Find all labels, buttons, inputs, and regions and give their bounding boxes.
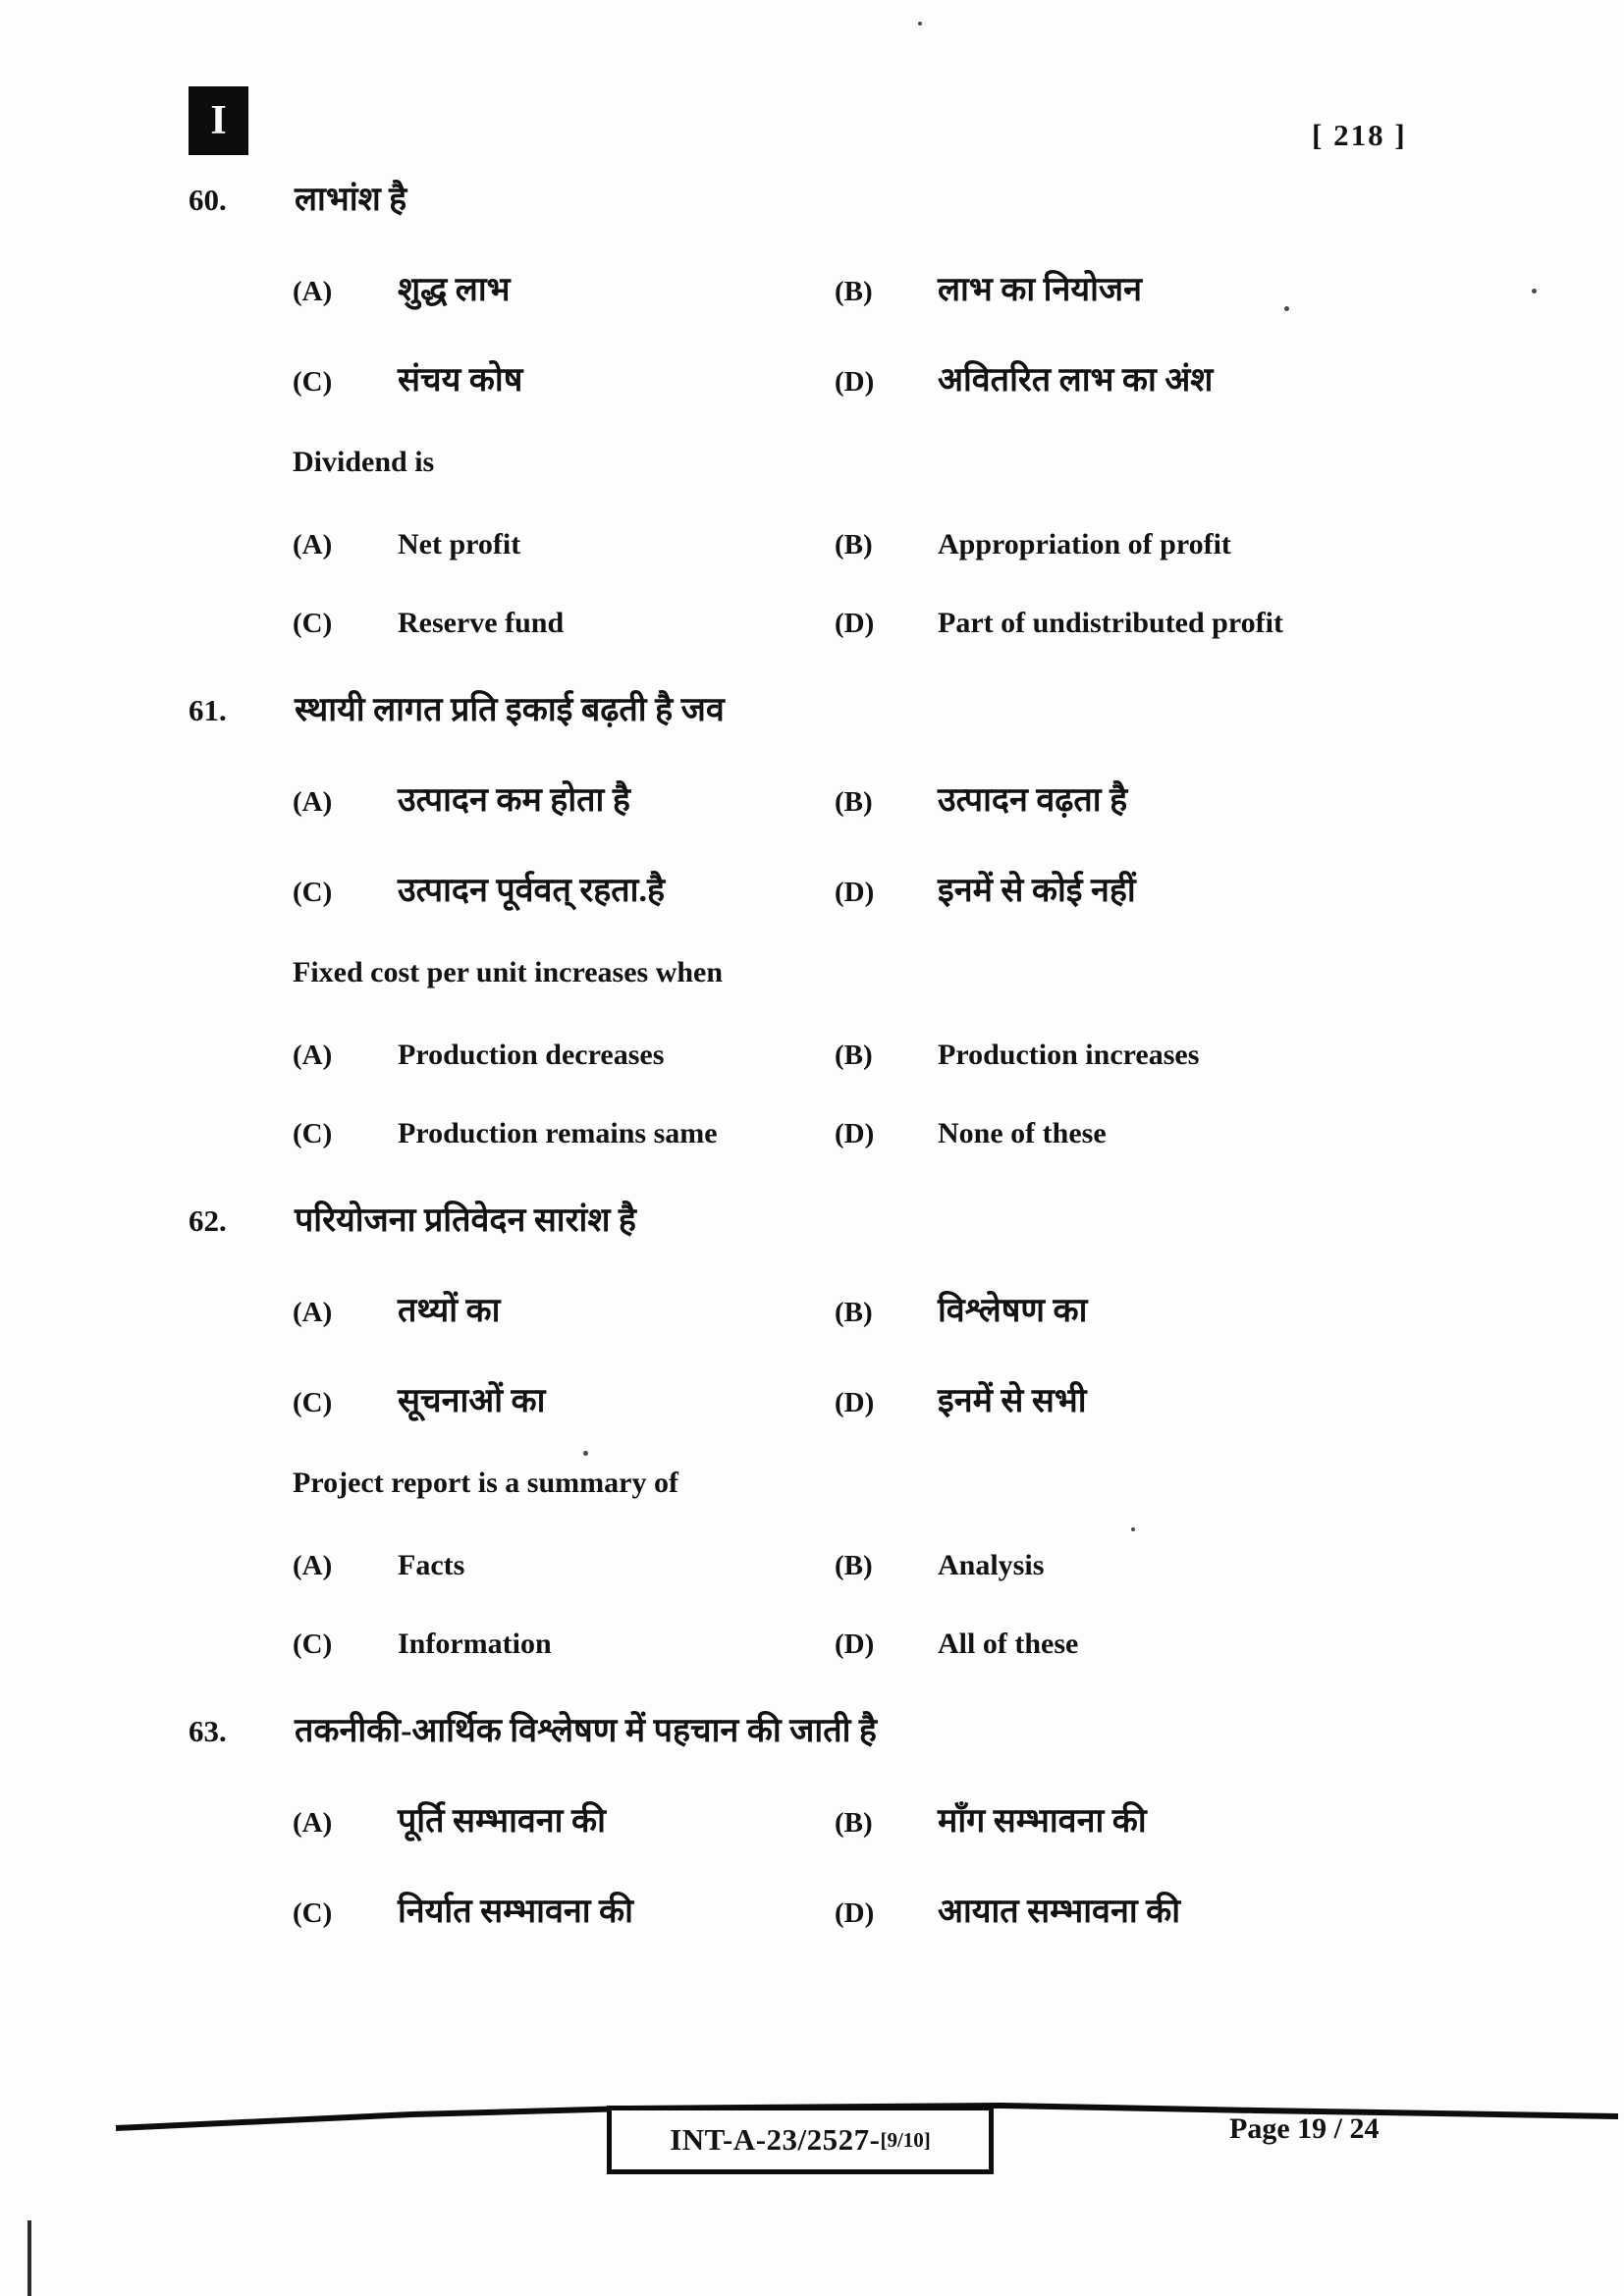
question-number: 60. bbox=[189, 183, 227, 217]
booklet-code-box bbox=[607, 2106, 994, 2174]
option-text: पूर्ति सम्भावना की bbox=[398, 1803, 606, 1840]
scan-artifact bbox=[583, 1451, 588, 1456]
question-number: 63. bbox=[189, 1714, 227, 1748]
question-text-hindi: तकनीकी-आर्थिक विश्लेषण में पहचान की जाती है bbox=[295, 1713, 877, 1749]
option-text: Production remains same bbox=[398, 1117, 718, 1149]
option-label: (B) bbox=[835, 1807, 873, 1839]
question-number: 61. bbox=[189, 693, 227, 727]
question-heading bbox=[0, 685, 1624, 730]
option-text: तथ्यों का bbox=[398, 1293, 501, 1329]
question-text-english: Fixed cost per unit increases when bbox=[293, 956, 724, 988]
option-row bbox=[0, 1796, 1624, 1842]
question-number: 62. bbox=[189, 1203, 227, 1238]
option-label: (D) bbox=[835, 1118, 875, 1149]
option-text: इनमें से कोई नहीं bbox=[938, 873, 1136, 909]
question-text-hindi: परियोजना प्रतिवेदन सारांश है bbox=[295, 1202, 636, 1239]
option-text: लाभ का नियोजन bbox=[938, 272, 1142, 308]
option-text: All of these bbox=[938, 1628, 1079, 1660]
scan-artifact bbox=[918, 22, 922, 26]
page-ref-number: [ 218 ] bbox=[1312, 118, 1407, 152]
question-block-63 bbox=[0, 1706, 1624, 1932]
option-label: (B) bbox=[835, 786, 873, 818]
option-label: (B) bbox=[835, 529, 873, 561]
booklet-code-suffix: [9/10] bbox=[880, 2127, 931, 2152]
option-text: अवितरित लाभ का अंश bbox=[938, 362, 1214, 399]
section-marker-label: I bbox=[210, 98, 227, 143]
section-marker-box bbox=[189, 86, 248, 155]
option-label: (A) bbox=[293, 276, 333, 307]
option-label: (A) bbox=[293, 786, 333, 818]
option-text: Information bbox=[398, 1628, 552, 1660]
option-text: Production decreases bbox=[398, 1039, 665, 1071]
option-text: Reserve fund bbox=[398, 607, 565, 639]
option-label: (B) bbox=[835, 276, 873, 307]
option-label: (B) bbox=[835, 1297, 873, 1328]
option-row bbox=[0, 528, 1624, 561]
option-label: (C) bbox=[293, 877, 333, 908]
question-text-hindi: लाभांश है bbox=[295, 182, 407, 218]
scan-artifact bbox=[1131, 1527, 1135, 1531]
option-text: माँग सम्भावना की bbox=[938, 1803, 1147, 1840]
option-label: (A) bbox=[293, 529, 333, 561]
question-block-62 bbox=[0, 1196, 1624, 1661]
option-text: Analysis bbox=[938, 1549, 1045, 1581]
option-text: Part of undistributed profit bbox=[938, 607, 1283, 639]
option-row bbox=[0, 1376, 1624, 1421]
question-block-60 bbox=[0, 175, 1624, 640]
option-row bbox=[0, 355, 1624, 400]
scan-artifact bbox=[1532, 289, 1537, 294]
option-row bbox=[0, 1117, 1624, 1150]
option-label: (C) bbox=[293, 1629, 333, 1660]
question-heading bbox=[0, 1706, 1624, 1751]
booklet-code: INT-A-23/2527- bbox=[670, 2122, 881, 2157]
option-text: इनमें से सभी bbox=[938, 1383, 1087, 1419]
option-text: आयात सम्भावना की bbox=[938, 1894, 1181, 1930]
option-text: उत्पादन वढ़ता है bbox=[938, 782, 1128, 819]
scan-artifact bbox=[27, 2220, 31, 2296]
question-text-hindi: स्थायी लागत प्रति इकाई बढ़ती है जव bbox=[295, 692, 725, 728]
option-text: Net profit bbox=[398, 528, 521, 561]
option-text: Appropriation of profit bbox=[938, 528, 1231, 561]
option-text: विश्लेषण का bbox=[938, 1293, 1088, 1329]
option-label: (A) bbox=[293, 1550, 333, 1581]
option-label: (A) bbox=[293, 1040, 333, 1071]
option-label: (C) bbox=[293, 608, 333, 639]
option-row bbox=[0, 1039, 1624, 1072]
question-heading bbox=[0, 1196, 1624, 1241]
option-label: (D) bbox=[835, 1387, 875, 1418]
option-text: उत्पादन पूर्ववत् रहता.है bbox=[398, 873, 666, 909]
option-label: (C) bbox=[293, 1118, 333, 1149]
option-label: (A) bbox=[293, 1297, 333, 1328]
questions-area bbox=[0, 175, 1624, 1977]
option-label: (D) bbox=[835, 366, 875, 398]
question-heading bbox=[0, 175, 1624, 220]
page-indicator: Page 19 / 24 bbox=[1229, 2112, 1380, 2145]
option-label: (D) bbox=[835, 1629, 875, 1660]
option-text: निर्यात सम्भावना की bbox=[398, 1894, 633, 1930]
option-label: (B) bbox=[835, 1040, 873, 1071]
option-text: सूचनाओं का bbox=[398, 1383, 546, 1419]
option-row bbox=[0, 265, 1624, 310]
option-label: (B) bbox=[835, 1550, 873, 1581]
option-label: (C) bbox=[293, 1897, 333, 1929]
scan-artifact bbox=[1284, 306, 1289, 311]
option-text: Facts bbox=[398, 1549, 465, 1581]
option-label: (A) bbox=[293, 1807, 333, 1839]
option-text: Production increases bbox=[938, 1039, 1200, 1071]
option-text: शुद्ध लाभ bbox=[398, 272, 511, 308]
option-row bbox=[0, 1628, 1624, 1661]
option-row bbox=[0, 1286, 1624, 1331]
option-row bbox=[0, 775, 1624, 821]
option-label: (D) bbox=[835, 608, 875, 639]
option-label: (D) bbox=[835, 1897, 875, 1929]
option-row bbox=[0, 1887, 1624, 1932]
question-text-english: Project report is a summary of bbox=[293, 1467, 678, 1499]
option-row bbox=[0, 866, 1624, 911]
option-label: (C) bbox=[293, 366, 333, 398]
question-text-english: Dividend is bbox=[293, 446, 435, 478]
option-text: उत्पादन कम होता है bbox=[398, 782, 630, 819]
question-block-61 bbox=[0, 685, 1624, 1150]
option-label: (D) bbox=[835, 877, 875, 908]
option-text: संचय कोष bbox=[398, 362, 523, 399]
option-text: None of these bbox=[938, 1117, 1107, 1149]
option-row bbox=[0, 607, 1624, 640]
option-row bbox=[0, 1549, 1624, 1582]
option-label: (C) bbox=[293, 1387, 333, 1418]
